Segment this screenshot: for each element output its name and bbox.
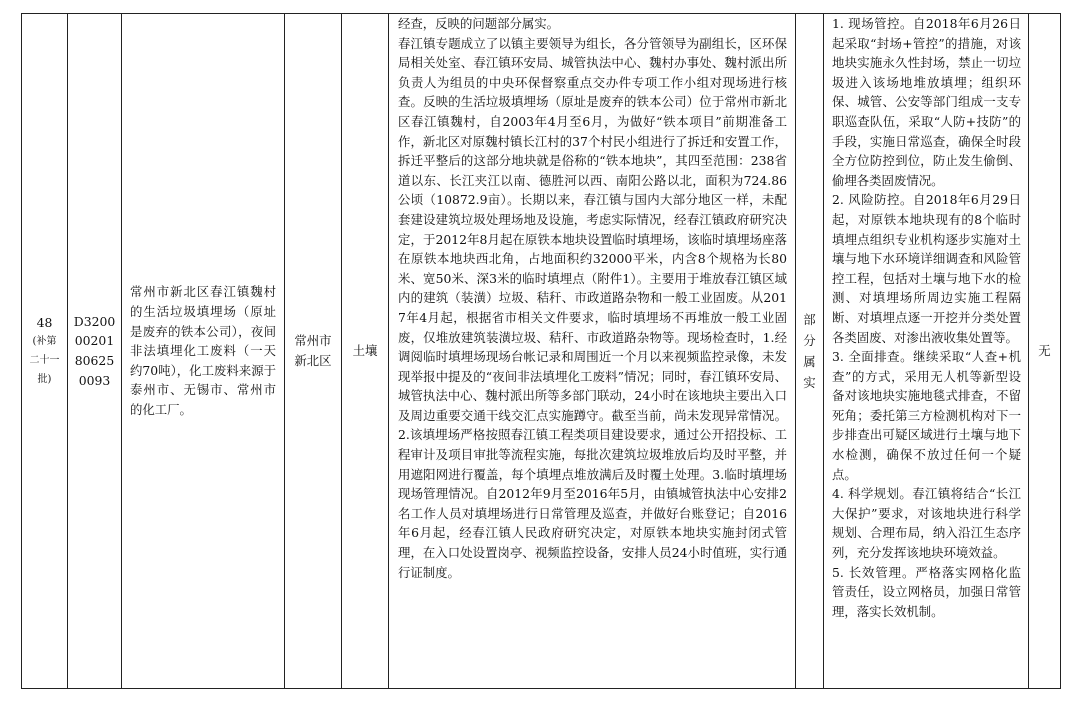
measure-item: 2. 风险防控。自2018年6月29日起，对原铁本地块现有的8个临时填埋点组织专业机构逐步实施对土壤与地下水环境详细调查和风险管控工程，包括对土壤与地下水的检测、对填埋场所周边实施工程隔断、对填埋点逐一开挖并分类处置各类固废、对渗出液收集处置等。 <box>832 192 1021 345</box>
measure-item: 4. 科学规划。春江镇将结合“长江大保护”要求，对该地块进行科学规划、合理布局，纳入沿江生态序列，充分发挥该地块环境效益。 <box>832 486 1021 561</box>
table-row <box>22 14 1061 689</box>
investigation-paragraph: 经查，反映的问题部分属实。 <box>398 16 560 31</box>
is-true-status: 部分属实 <box>803 312 816 390</box>
measure-item: 1. 现场管控。自2018年6月26日起采取“封场+管控”的措施，对该地块实施永久性封场，禁止一切垃圾进入该场地堆放填埋；组织环保、城管、公安等部门组成一支专职巡查队伍，采取“人防+技防”的手段，实施日常巡查，确保全时段全方位防控到位，防止发生偷倒、偷埋各类固废情况。 <box>832 16 1021 188</box>
pollution-type: 土壤 <box>342 14 389 689</box>
is-true-cell <box>796 14 824 689</box>
region: 常州市新北区 <box>285 14 342 689</box>
investigation-paragraph: 春江镇专题成立了以镇主要领导为组长，各分管领导为副组长，区环保局相关处室、春江镇环安局、城管执法中心、魏村办事处、魏村派出所负责人为组员的中央环保督察重点交办件专项工作小组对现场进行核查。反映的生活垃圾填埋场（原址是废弃的铁本公司）位于常州市新北区春江镇魏村，自2003年4月至6月，为做好“铁本项目”前期准备工作，新北区对原魏村镇长江村的37个村民小组进行了拆迁和安置工作，拆迁平整后的这部分地块就是俗称的“铁本地块”，其四至范围：238省道以东、长江夹江以南、德胜河以西、南阳公路以北，面积为724.86公顷（10872.9亩）。长期以来，春江镇与国内大部分地区一样，未配套建设建筑垃圾处理场地及设施，考虑实际情况，经春江镇政府研究决定，于2012年8月起在原铁本地块设置临时填埋场，该临时填埋场座落在原铁本地块西北角，占地面积约32000平米，内含8个规格为长80米、宽50米、深3米的临时填埋点（附件1）。主要用于堆放春江镇区域内的建筑（装潢）垃圾、秸秆、市政道路杂物和一般工业固废。从2017年4月起，根据省市相关文件要求，临时填埋场不再堆放一般工业固废，仅堆放建筑装潢垃圾、秸秆、市政道路杂物等。现场检查时，1.经调阅临时填埋场现场台帐记录和周围近一个月以来视频监控录像，未发现举报中提及的“夜间非法填埋化工废料”情况；同时，春江镇环安局、城管执法中心、魏村派出所等多部门联动，24小时在该地块主要出入口及周边重要交通干线交汇点实施蹲守。截至当前，尚未发现异常情况。2.该填埋场严格按照春江镇工程类项目建设要求，通过公开招投标、工程审计及项目审批等流程实施，每批次建筑垃圾堆放后均及时平整，并用遮阳网进行覆盖，每个填埋点堆放满后及时覆土处理。3.临时填埋场现场管理情况。自2012年9月至2016年5月，由镇城管执法中心安排2名工作人员对填埋场进行日常管理及巡查，并做好台账登记；自2016年6月起，经春江镇人民政府研究决定，对原铁本地块实施封闭式管理，在入口处设置岗亭、视频监控设备，安排人员24小时值班，实行通行证制度。 <box>398 35 787 580</box>
batch-note: (补第二十一批) <box>29 336 60 385</box>
accountability: 无 <box>1029 14 1061 689</box>
measure-item: 5. 长效管理。严格落实网格化监管责任，设立网格员，加强日常管理，落实长效机制。 <box>832 564 1021 619</box>
row-number: 48 <box>36 315 53 330</box>
row-number-cell <box>22 14 68 689</box>
measures-cell <box>824 14 1029 689</box>
petition-table <box>21 13 1061 689</box>
complaint-content: 常州市新北区春江镇魏村的生活垃圾填埋场（原址是废弃的铁本公司），夜间非法填埋化工废料（一天约70吨），化工废料来源于泰州市、无锡市、常州市的化工厂。 <box>122 14 285 689</box>
case-code: D320000201806250093 <box>68 14 122 689</box>
investigation-cell <box>389 14 796 689</box>
measure-item: 3. 全面排查。继续采取“人查+机查”的方式，采用无人机等新型设备对该地块实施地毯式排查，不留死角；委托第三方检测机构对下一步排查出可疑区域进行土壤与地下水检测，确保不放过任何一个疑点。 <box>832 349 1021 482</box>
